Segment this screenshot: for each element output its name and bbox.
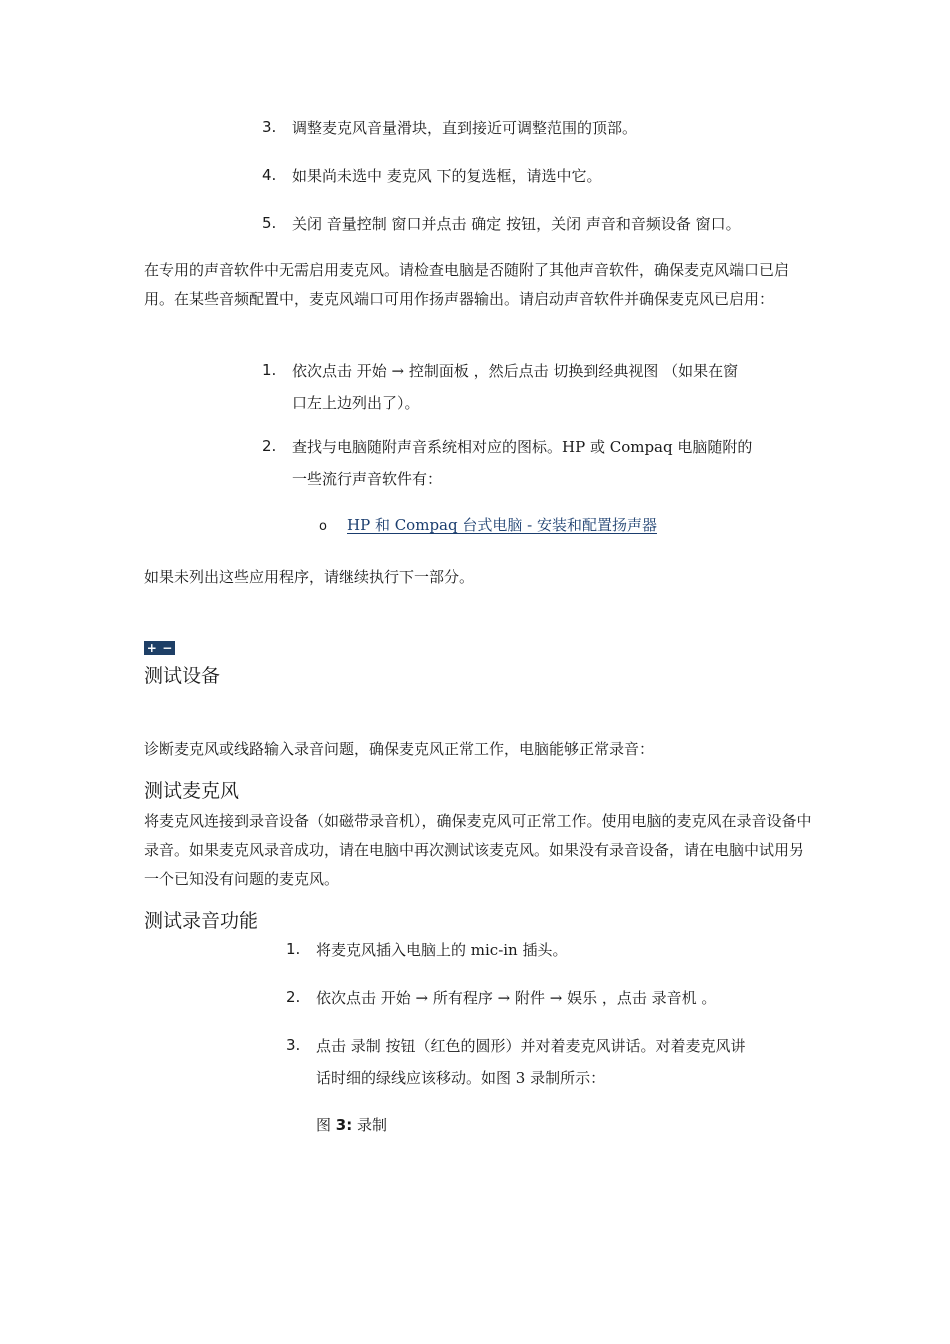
figure-caption-prefix: 图 xyxy=(316,1116,336,1134)
subsection-title-recording: 测试录音功能 xyxy=(144,910,259,932)
list-item-text: 关闭 音量控制 窗口并点击 确定 按钮，关闭 声音和音频设备 窗口。 xyxy=(292,215,741,233)
list-number: 3. xyxy=(286,1036,301,1054)
list-item-text: 如果尚未选中 麦克风 下的复选框，请选中它。 xyxy=(292,167,602,185)
list-number: 3. xyxy=(262,118,277,136)
collapse-minus-icon[interactable]: − xyxy=(162,641,173,655)
expand-plus-icon[interactable]: + xyxy=(146,641,157,655)
list-number: 2. xyxy=(262,437,277,455)
list-item-text-continued: 口左上边列出了）。 xyxy=(292,394,420,412)
expand-collapse-toggle[interactable] xyxy=(144,641,175,655)
list-number: 5. xyxy=(262,214,277,232)
link-hp-compaq-speakers[interactable]: HP 和 Compaq 台式电脑 - 安装和配置扬声器 xyxy=(347,516,657,534)
bullet-circle-icon: o xyxy=(319,519,327,534)
list-item-text-continued: 话时细的绿线应该移动。如图 3 录制所示： xyxy=(316,1069,606,1087)
subsection-title-microphone: 测试麦克风 xyxy=(144,780,240,802)
figure-caption xyxy=(316,1115,387,1135)
figure-caption-label: 录制 xyxy=(352,1116,387,1134)
list-item-text: 依次点击 开始 → 控制面板 ，然后点击 切换到经典视图 （如果在窗 xyxy=(292,362,739,380)
list-item-text: 依次点击 开始 → 所有程序 → 附件 → 娱乐 ，点击 录音机 。 xyxy=(316,989,717,1007)
list-number: 4. xyxy=(262,166,277,184)
section-title: 测试设备 xyxy=(144,665,221,687)
figure-caption-number: 3: xyxy=(335,1116,353,1134)
list-item-text: 调整麦克风音量滑块，直到接近可调整范围的顶部。 xyxy=(292,119,638,137)
list-item-text: 将麦克风插入电脑上的 mic-in 插头。 xyxy=(316,941,568,959)
list-item-text: 点击 录制 按钮（红色的圆形）并对着麦克风讲话。对着麦克风讲 xyxy=(316,1037,746,1055)
paragraph-sound-software: 在专用的声音软件中无需启用麦克风。请检查电脑是否随附了其他声音软件，确保麦克风端口已启用。在某些音频配置中，麦克风端口可用作扬声器输出。请启动声音软件并确保麦克风已启用： xyxy=(144,261,790,308)
paragraph-diagnose: 诊断麦克风或线路输入录音问题，确保麦克风正常工作，电脑能够正常录音： xyxy=(144,740,655,758)
list-item-text: 查找与电脑随附声音系统相对应的图标。HP 或 Compaq 电脑随附的 xyxy=(292,438,753,456)
list-number: 1. xyxy=(262,361,277,379)
paragraph-test-microphone: 将麦克风连接到录音设备（如磁带录音机），确保麦克风可正常工作。使用电脑的麦克风在录音设备中录音。如果麦克风录音成功，请在电脑中再次测试该麦克风。如果没有录音设备，请在电脑中试用另一个已知没有问题的麦克风。 xyxy=(144,812,812,888)
list-item-text-continued: 一些流行声音软件有： xyxy=(292,470,443,488)
list-number: 2. xyxy=(286,988,301,1006)
paragraph-continue: 如果未列出这些应用程序，请继续执行下一部分。 xyxy=(144,568,475,586)
list-number: 1. xyxy=(286,940,301,958)
